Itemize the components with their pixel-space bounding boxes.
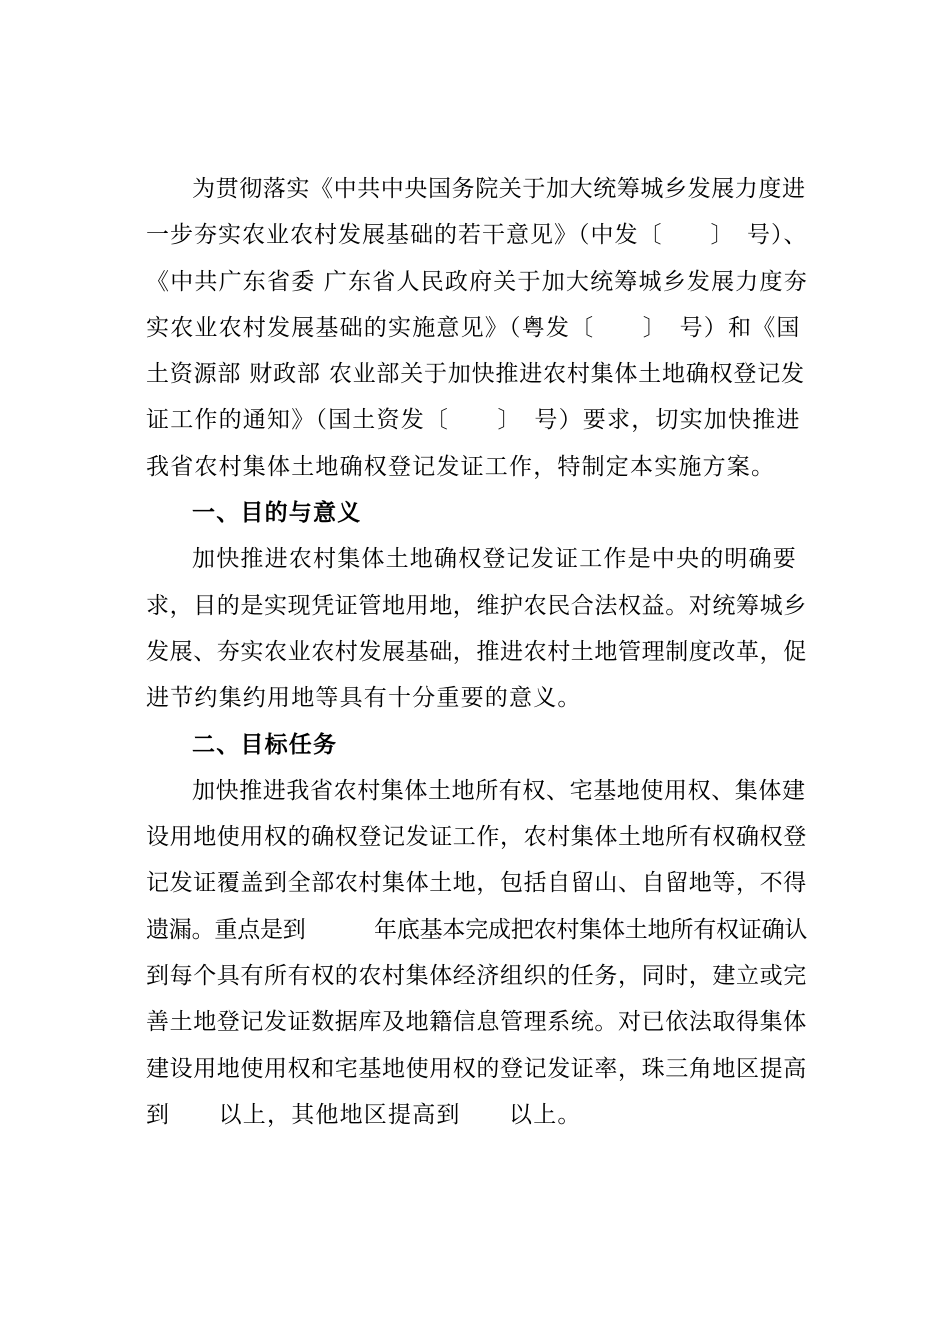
paragraph-line: 土资源部 财政部 农业部关于加快推进农村集体土地确权登记发: [146, 361, 805, 388]
paragraph-line: 加快推进我省农村集体土地所有权、宅基地使用权、集体建: [192, 777, 806, 804]
document-body: [146, 166, 810, 1138]
paragraph-line: 到每个具有所有权的农村集体经济组织的任务，同时，建立或完: [146, 963, 807, 990]
paragraph-line: 遗漏。重点是到 年底基本完成把农村集体土地所有权证确认: [146, 916, 808, 943]
intro-paragraph: [146, 166, 810, 490]
paragraph-line: 设用地使用权的确权登记发证工作，农村集体土地所有权确权登: [146, 824, 807, 851]
paragraph-line: 记发证覆盖到全部农村集体土地，包括自留山、自留地等，不得: [146, 870, 807, 897]
paragraph-line: 我省农村集体土地确权登记发证工作，特制定本实施方案。: [146, 453, 776, 480]
paragraph-line: 一步夯实农业农村发展基础的若干意见》（中发〔 〕 号）、: [146, 222, 808, 249]
goals-paragraph: [146, 768, 810, 1138]
section-heading-goals: 二、目标任务: [192, 731, 338, 758]
paragraph-line: 证工作的通知》（国土资发〔 〕 号）要求，切实加快推进: [146, 407, 801, 434]
paragraph-line: 到 以上，其他地区提高到 以上。: [146, 1101, 582, 1128]
paragraph-line: 求，目的是实现凭证管地用地，维护农民合法权益。对统筹城乡: [146, 592, 807, 619]
paragraph-line: 发展、夯实农业农村发展基础，推进农村土地管理制度改革，促: [146, 638, 807, 665]
section-heading-purpose: 一、目的与意义: [192, 500, 362, 527]
paragraph-line: 为贯彻落实《中共中央国务院关于加大统筹城乡发展力度进: [192, 176, 806, 202]
purpose-paragraph: [146, 536, 810, 721]
paragraph-line: 进节约集约用地等具有十分重要的意义。: [146, 685, 582, 712]
paragraph-line: 加快推进农村集体土地确权登记发证工作是中央的明确要: [192, 546, 797, 573]
paragraph-line: 实农业农村发展基础的实施意见》（粤发〔 〕 号）和《国: [146, 314, 801, 341]
paragraph-line: 《中共广东省委 广东省人民政府关于加大统筹城乡发展力度夯: [146, 268, 808, 295]
paragraph-line: 善土地登记发证数据库及地籍信息管理系统。对已依法取得集体: [146, 1009, 807, 1036]
paragraph-line: 建设用地使用权和宅基地使用权的登记发证率，珠三角地区提高: [146, 1055, 807, 1082]
